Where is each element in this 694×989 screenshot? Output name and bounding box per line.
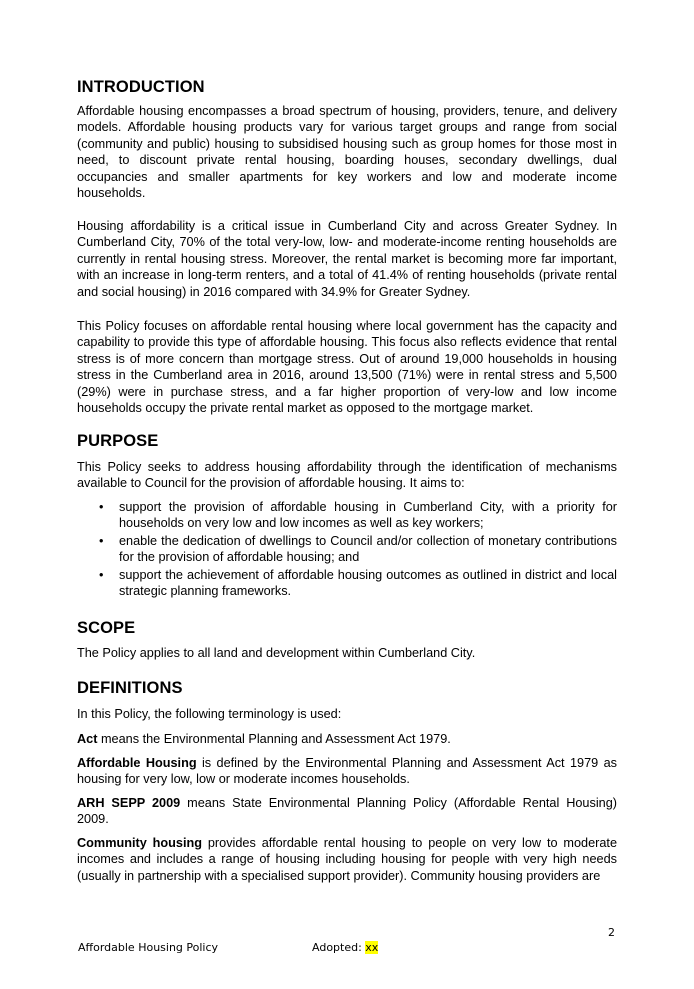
bullet-text: support the achievement of affordable housing outcomes as outlined in district and local strategic planning frameworks.: [119, 567, 617, 599]
definition-text: provides affordable rental housing to people on very low to moderate incomes and includes a range of housing including housing for people with very high needs (usually in partnership with a specialised support provider). Community housing providers are: [77, 836, 618, 883]
definition-term: Act: [77, 732, 98, 746]
page-number: 2: [608, 926, 615, 939]
bullet-icon: •: [99, 533, 104, 548]
introduction-paragraph-2: Housing affordability is a critical issue in Cumberland City and across Greater Sydney. In Cumberland City, 70% of the total very-low, low- and moderate-income renting households are currently in rental housing stress. Moreover, the rental market is becoming more far important, with an increase in long-term renters, and a total of 41.4% of renting households (private rental and social housing) in 2016 compared with 34.9% for Greater Sydney.: [77, 219, 617, 299]
list-item: [77, 567, 617, 600]
purpose-bullet-list: [77, 499, 617, 600]
definition-term: Affordable Housing: [77, 756, 197, 770]
purpose-intro: This Policy seeks to address housing affordability through the identification of mechanisms available to Council for the provision of affordable housing. It aims to:: [77, 460, 617, 491]
definition-arh-sepp: [77, 795, 617, 828]
footer-document-title: Affordable Housing Policy: [78, 941, 219, 954]
definition-text: means the Environmental Planning and Assessment Act 1979.: [97, 732, 451, 746]
bullet-icon: •: [99, 500, 104, 514]
list-item: [77, 499, 617, 532]
definition-term: Community housing: [77, 836, 202, 850]
definition-affordable-housing: [77, 755, 617, 788]
bullet-icon: •: [99, 567, 104, 582]
definition-community-housing: [77, 835, 617, 884]
definition-term: ARH SEPP 2009: [77, 796, 181, 810]
definition-text: is defined by the Environmental Planning and Assessment Act 1979 as housing for very low, low or moderate incomes households.: [77, 756, 617, 787]
definitions-intro: In this Policy, the following terminology is used:: [77, 707, 342, 721]
definition-act: [77, 731, 451, 747]
adopted-value: xx: [365, 941, 379, 954]
bullet-text: enable the dedication of dwellings to Council and/or collection of monetary contributions for the provision of affordable housing; and: [119, 533, 617, 565]
adopted-label: Adopted:: [312, 941, 366, 954]
introduction-paragraph-3: This Policy focuses on affordable rental housing where local government has the capacity and capability to provide this type of affordable housing. This focus also reflects evidence that rental stress is of more concern than mortgage stress. Out of around 19,000 households in housing stress in the Cumberland area in 2016, around 13,500 (71%) were in rental stress and 5,500 (29%) were in purchase stress, and a far higher proportion of very-low and low income households occupy the private rental market as opposed to the mortgage market.: [77, 319, 617, 416]
definition-text: means State Environmental Planning Policy (Affordable Rental Housing) 2009.: [77, 796, 617, 827]
scope-text: The Policy applies to all land and development within Cumberland City.: [77, 646, 476, 660]
introduction-heading: INTRODUCTION: [77, 78, 205, 96]
footer-adopted: [312, 941, 378, 954]
list-item: [77, 533, 617, 566]
definitions-heading: DEFINITIONS: [77, 679, 183, 697]
scope-heading: SCOPE: [77, 619, 136, 637]
purpose-heading: PURPOSE: [77, 432, 159, 450]
bullet-text: support the provision of affordable housing in Cumberland City, with a priority for households on very low and low incomes as well as key workers;: [119, 500, 617, 531]
introduction-paragraph-1: Affordable housing encompasses a broad spectrum of housing, providers, tenure, and delivery models. Affordable housing products vary for various target groups and range from social (community and public) housing to subsidised housing such as group homes for those most in need, to discount private rental housing, boarding houses, secondary dwellings, dual occupancies and smaller apartments for key workers and low and moderate income households.: [77, 104, 617, 201]
